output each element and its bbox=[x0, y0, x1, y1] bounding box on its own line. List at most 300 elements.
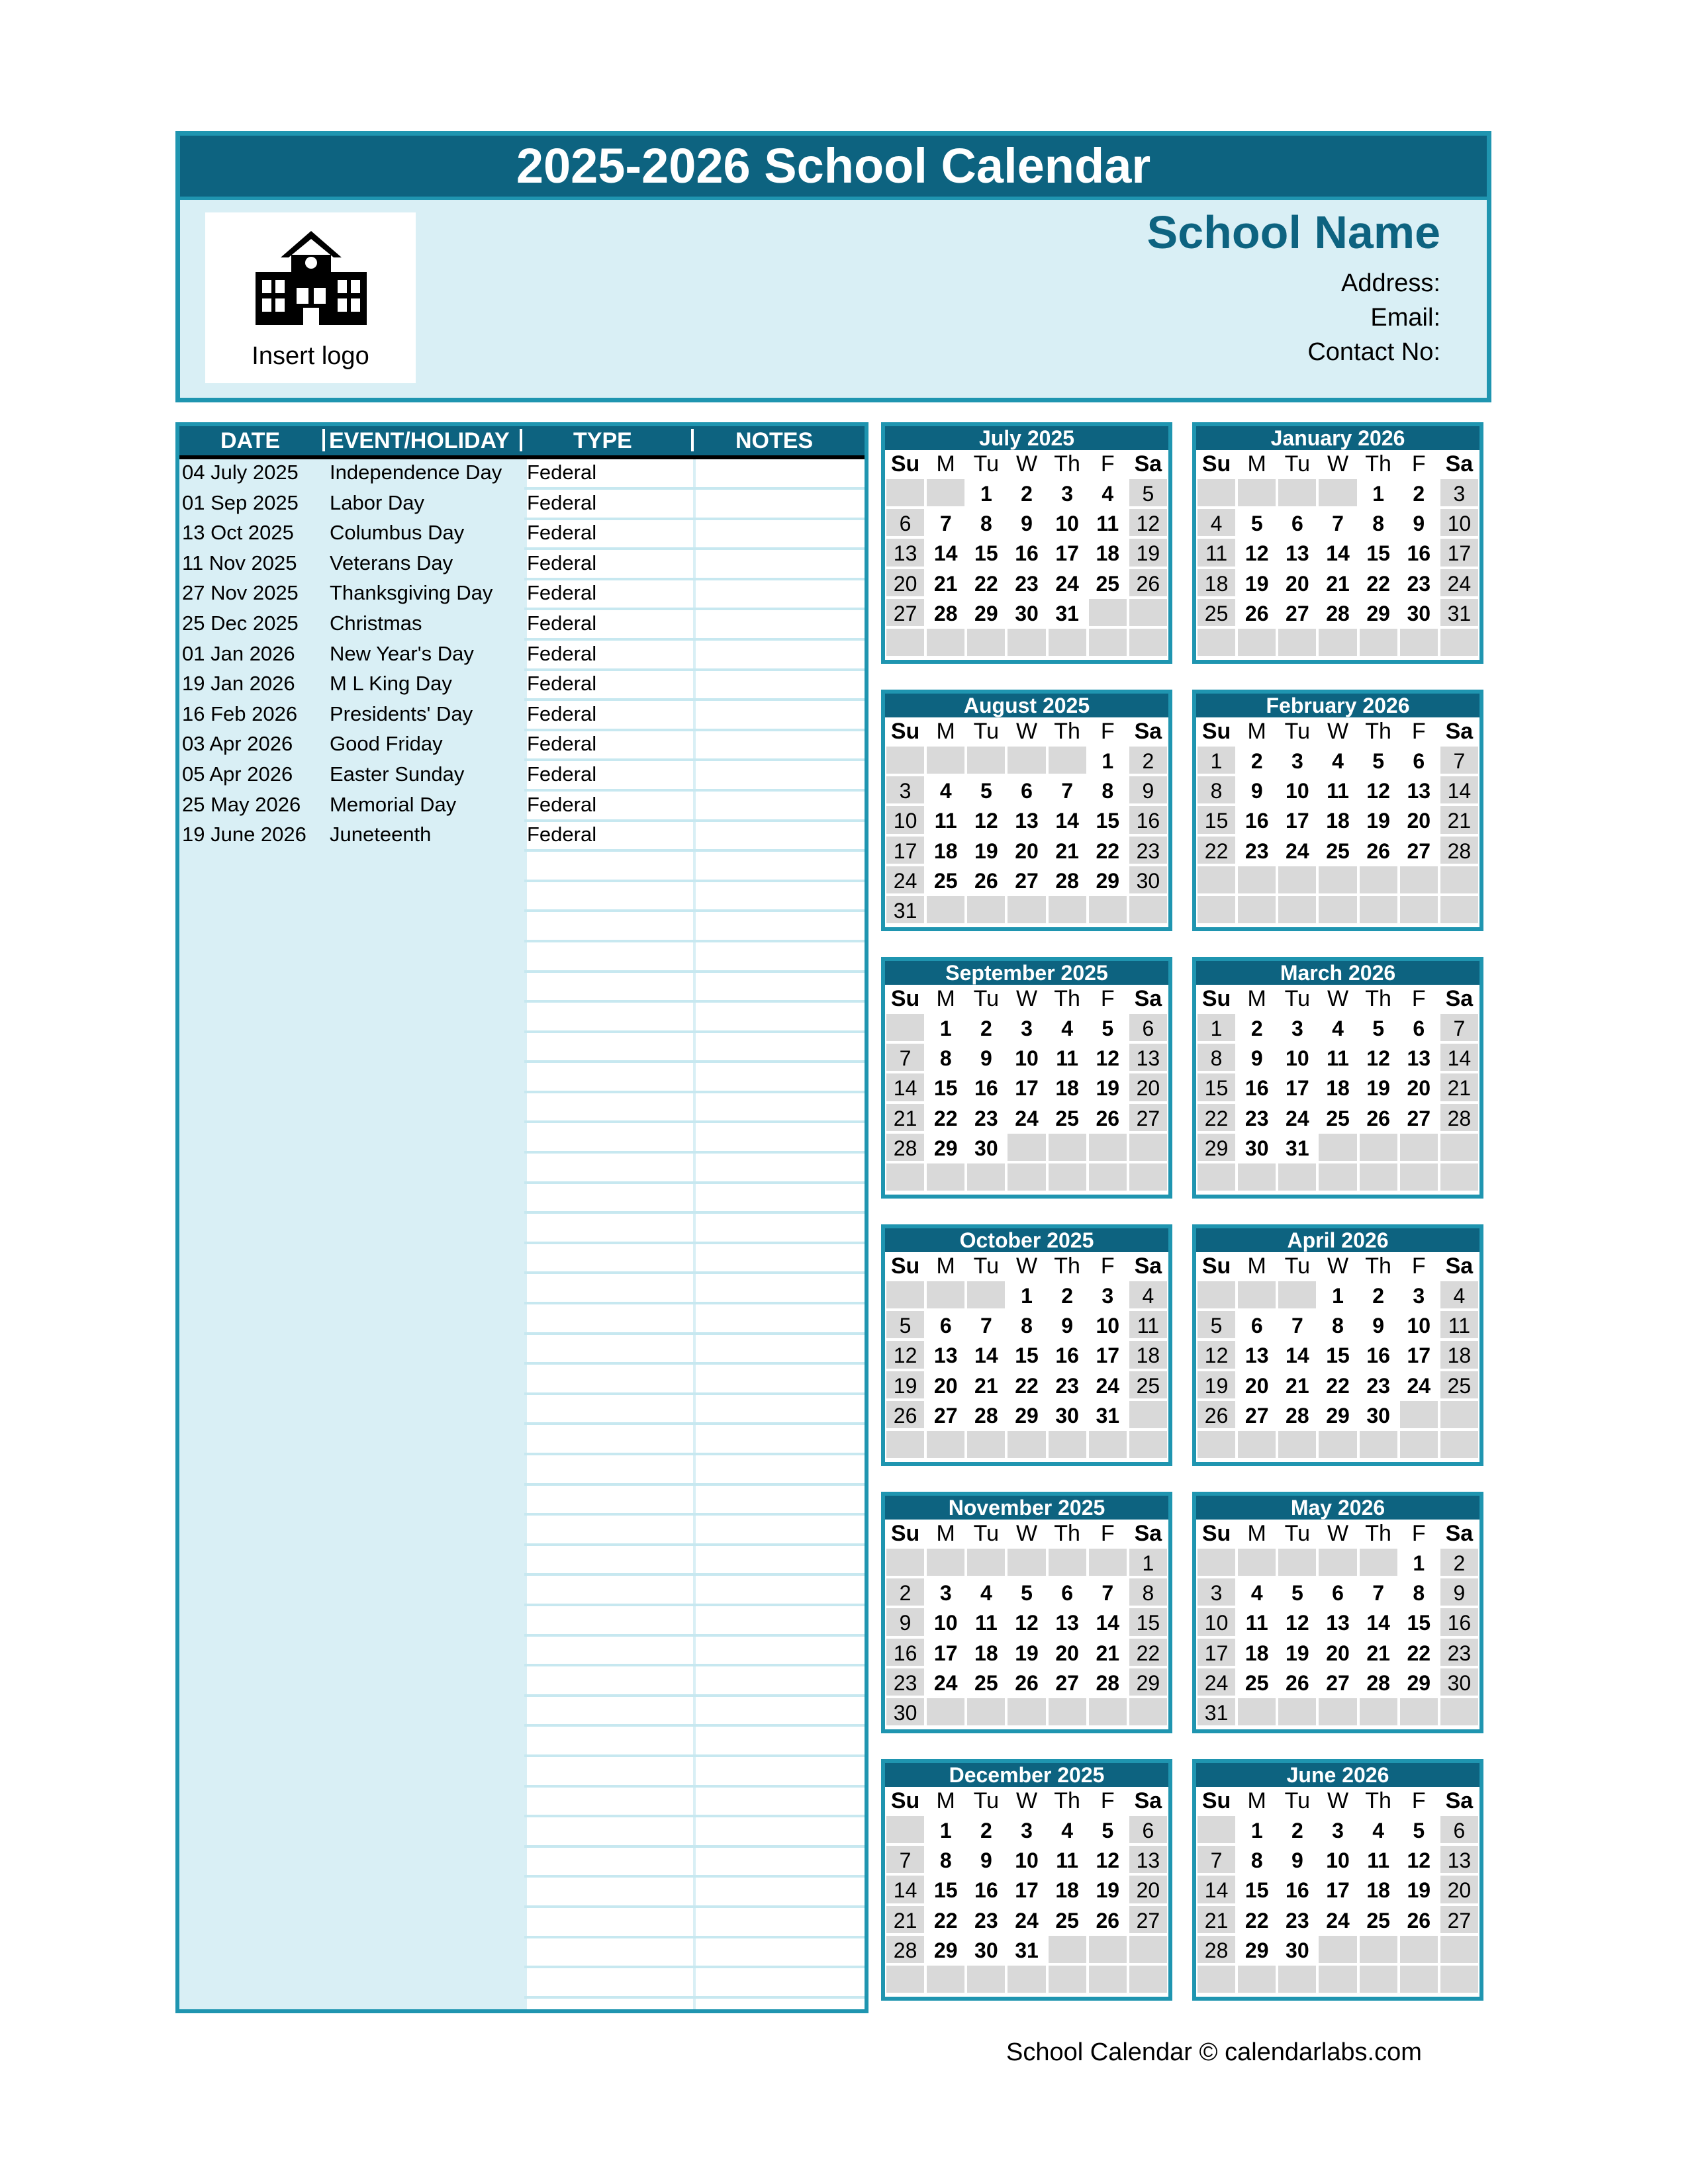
day-cell[interactable]: 23 bbox=[1128, 835, 1168, 865]
day-cell[interactable]: 15 bbox=[966, 537, 1006, 567]
day-cell[interactable]: 24 bbox=[1196, 1667, 1237, 1697]
day-cell[interactable]: 16 bbox=[1277, 1874, 1317, 1904]
day-cell[interactable]: 10 bbox=[1317, 1844, 1358, 1874]
day-cell[interactable]: 13 bbox=[1399, 775, 1439, 805]
day-cell[interactable]: 18 bbox=[1047, 1874, 1088, 1904]
day-cell[interactable]: 24 bbox=[1047, 568, 1088, 598]
day-cell[interactable]: 18 bbox=[1128, 1340, 1168, 1369]
table-row[interactable] bbox=[179, 1968, 865, 1999]
table-row[interactable] bbox=[179, 1214, 865, 1244]
day-cell[interactable]: 16 bbox=[1047, 1340, 1088, 1369]
day-cell[interactable]: 24 bbox=[1277, 835, 1317, 865]
day-cell[interactable]: 15 bbox=[1196, 805, 1237, 835]
day-cell[interactable]: 17 bbox=[1088, 1340, 1128, 1369]
day-cell[interactable]: 20 bbox=[1399, 1072, 1439, 1102]
day-cell[interactable]: 24 bbox=[925, 1667, 966, 1697]
day-cell[interactable]: 25 bbox=[925, 865, 966, 895]
day-cell[interactable]: 14 bbox=[885, 1874, 925, 1904]
table-row[interactable] bbox=[179, 1847, 865, 1878]
day-cell[interactable]: 14 bbox=[1439, 775, 1479, 805]
day-cell[interactable]: 29 bbox=[925, 1934, 966, 1964]
table-row[interactable] bbox=[179, 1666, 865, 1697]
day-cell[interactable]: 27 bbox=[885, 598, 925, 627]
day-cell[interactable]: 21 bbox=[1317, 568, 1358, 598]
day-cell[interactable]: 12 bbox=[1399, 1844, 1439, 1874]
day-cell[interactable]: 19 bbox=[1006, 1637, 1047, 1667]
day-cell[interactable]: 21 bbox=[1358, 1637, 1399, 1667]
table-row[interactable] bbox=[179, 459, 865, 490]
day-cell[interactable]: 23 bbox=[1358, 1370, 1399, 1400]
day-cell[interactable]: 9 bbox=[1128, 775, 1168, 805]
day-cell[interactable]: 19 bbox=[1399, 1874, 1439, 1904]
day-cell[interactable]: 13 bbox=[1317, 1607, 1358, 1637]
table-row[interactable] bbox=[179, 1425, 865, 1455]
day-cell[interactable]: 9 bbox=[1399, 508, 1439, 537]
day-cell[interactable]: 28 bbox=[885, 1132, 925, 1162]
day-cell[interactable]: 3 bbox=[1196, 1577, 1237, 1607]
day-cell[interactable]: 18 bbox=[1439, 1340, 1479, 1369]
day-cell[interactable]: 29 bbox=[1128, 1667, 1168, 1697]
day-cell[interactable]: 29 bbox=[1006, 1400, 1047, 1430]
day-cell[interactable]: 27 bbox=[1006, 865, 1047, 895]
table-row[interactable] bbox=[179, 1878, 865, 1908]
table-row[interactable] bbox=[179, 792, 865, 822]
day-cell[interactable]: 8 bbox=[925, 1042, 966, 1072]
day-cell[interactable]: 25 bbox=[1196, 598, 1237, 627]
day-cell[interactable]: 6 bbox=[1399, 745, 1439, 775]
day-cell[interactable]: 16 bbox=[1237, 1072, 1277, 1102]
day-cell[interactable]: 11 bbox=[966, 1607, 1006, 1637]
day-cell[interactable]: 22 bbox=[1399, 1637, 1439, 1667]
day-cell[interactable]: 11 bbox=[1237, 1607, 1277, 1637]
table-row[interactable] bbox=[179, 821, 865, 852]
day-cell[interactable]: 25 bbox=[1047, 1103, 1088, 1132]
day-cell[interactable]: 15 bbox=[1317, 1340, 1358, 1369]
day-cell[interactable]: 3 bbox=[1047, 478, 1088, 508]
day-cell[interactable]: 30 bbox=[966, 1132, 1006, 1162]
day-cell[interactable]: 1 bbox=[1088, 745, 1128, 775]
table-row[interactable] bbox=[179, 1032, 865, 1063]
day-cell[interactable]: 4 bbox=[1358, 1815, 1399, 1844]
day-cell[interactable]: 30 bbox=[885, 1697, 925, 1727]
day-cell[interactable]: 3 bbox=[1399, 1280, 1439, 1310]
day-cell[interactable]: 6 bbox=[925, 1310, 966, 1340]
day-cell[interactable]: 23 bbox=[966, 1103, 1006, 1132]
day-cell[interactable]: 12 bbox=[1088, 1844, 1128, 1874]
day-cell[interactable]: 21 bbox=[925, 568, 966, 598]
school-name[interactable]: School Name bbox=[1147, 206, 1440, 258]
day-cell[interactable]: 27 bbox=[1277, 598, 1317, 627]
day-cell[interactable]: 9 bbox=[1006, 508, 1047, 537]
table-row[interactable] bbox=[179, 580, 865, 610]
day-cell[interactable]: 5 bbox=[966, 775, 1006, 805]
day-cell[interactable]: 11 bbox=[1358, 1844, 1399, 1874]
day-cell[interactable]: 5 bbox=[1088, 1815, 1128, 1844]
day-cell[interactable]: 12 bbox=[966, 805, 1006, 835]
day-cell[interactable]: 3 bbox=[1088, 1280, 1128, 1310]
day-cell[interactable]: 5 bbox=[1088, 1013, 1128, 1042]
day-cell[interactable]: 26 bbox=[1128, 568, 1168, 598]
day-cell[interactable]: 27 bbox=[1047, 1667, 1088, 1697]
day-cell[interactable]: 7 bbox=[1439, 745, 1479, 775]
day-cell[interactable]: 3 bbox=[1006, 1013, 1047, 1042]
day-cell[interactable]: 8 bbox=[1006, 1310, 1047, 1340]
day-cell[interactable]: 14 bbox=[1358, 1607, 1399, 1637]
day-cell[interactable]: 28 bbox=[966, 1400, 1006, 1430]
day-cell[interactable]: 14 bbox=[1088, 1607, 1128, 1637]
day-cell[interactable]: 29 bbox=[1196, 1132, 1237, 1162]
day-cell[interactable]: 18 bbox=[1237, 1637, 1277, 1667]
day-cell[interactable]: 7 bbox=[885, 1844, 925, 1874]
day-cell[interactable]: 8 bbox=[1196, 775, 1237, 805]
day-cell[interactable]: 6 bbox=[1399, 1013, 1439, 1042]
day-cell[interactable]: 4 bbox=[1047, 1013, 1088, 1042]
day-cell[interactable]: 9 bbox=[1277, 1844, 1317, 1874]
day-cell[interactable]: 1 bbox=[1399, 1547, 1439, 1577]
day-cell[interactable]: 17 bbox=[1439, 537, 1479, 567]
day-cell[interactable]: 30 bbox=[1237, 1132, 1277, 1162]
day-cell[interactable]: 6 bbox=[1237, 1310, 1277, 1340]
day-cell[interactable]: 15 bbox=[925, 1072, 966, 1102]
day-cell[interactable]: 23 bbox=[1047, 1370, 1088, 1400]
logo-placeholder[interactable] bbox=[205, 212, 416, 383]
day-cell[interactable]: 5 bbox=[1277, 1577, 1317, 1607]
day-cell[interactable]: 30 bbox=[1399, 598, 1439, 627]
table-row[interactable] bbox=[179, 1003, 865, 1033]
day-cell[interactable]: 7 bbox=[1088, 1577, 1128, 1607]
day-cell[interactable]: 22 bbox=[1128, 1637, 1168, 1667]
day-cell[interactable]: 25 bbox=[1088, 568, 1128, 598]
day-cell[interactable]: 8 bbox=[1317, 1310, 1358, 1340]
day-cell[interactable]: 27 bbox=[925, 1400, 966, 1430]
table-row[interactable] bbox=[179, 1757, 865, 1788]
day-cell[interactable]: 19 bbox=[1088, 1072, 1128, 1102]
day-cell[interactable]: 17 bbox=[1196, 1637, 1237, 1667]
day-cell[interactable]: 28 bbox=[1196, 1934, 1237, 1964]
day-cell[interactable]: 15 bbox=[1196, 1072, 1237, 1102]
day-cell[interactable]: 24 bbox=[1277, 1103, 1317, 1132]
day-cell[interactable]: 25 bbox=[1237, 1667, 1277, 1697]
day-cell[interactable]: 11 bbox=[1439, 1310, 1479, 1340]
day-cell[interactable]: 10 bbox=[1047, 508, 1088, 537]
day-cell[interactable]: 24 bbox=[1399, 1370, 1439, 1400]
day-cell[interactable]: 13 bbox=[1237, 1340, 1277, 1369]
day-cell[interactable]: 17 bbox=[1317, 1874, 1358, 1904]
day-cell[interactable]: 16 bbox=[885, 1637, 925, 1667]
day-cell[interactable]: 17 bbox=[1277, 805, 1317, 835]
table-row[interactable] bbox=[179, 1636, 865, 1666]
day-cell[interactable]: 22 bbox=[1006, 1370, 1047, 1400]
day-cell[interactable]: 2 bbox=[966, 1013, 1006, 1042]
day-cell[interactable]: 14 bbox=[1317, 537, 1358, 567]
day-cell[interactable]: 18 bbox=[1196, 568, 1237, 598]
day-cell[interactable]: 14 bbox=[966, 1340, 1006, 1369]
day-cell[interactable]: 21 bbox=[885, 1103, 925, 1132]
day-cell[interactable]: 27 bbox=[1128, 1103, 1168, 1132]
day-cell[interactable]: 4 bbox=[1088, 478, 1128, 508]
day-cell[interactable]: 22 bbox=[1237, 1905, 1277, 1934]
day-cell[interactable]: 21 bbox=[1047, 835, 1088, 865]
day-cell[interactable]: 10 bbox=[1088, 1310, 1128, 1340]
day-cell[interactable]: 11 bbox=[1047, 1844, 1088, 1874]
table-row[interactable] bbox=[179, 1244, 865, 1274]
day-cell[interactable]: 30 bbox=[1128, 865, 1168, 895]
day-cell[interactable]: 26 bbox=[966, 865, 1006, 895]
day-cell[interactable]: 6 bbox=[1128, 1815, 1168, 1844]
table-row[interactable] bbox=[179, 942, 865, 973]
day-cell[interactable]: 2 bbox=[966, 1815, 1006, 1844]
table-row[interactable] bbox=[179, 520, 865, 550]
day-cell[interactable]: 22 bbox=[1196, 835, 1237, 865]
day-cell[interactable]: 11 bbox=[925, 805, 966, 835]
day-cell[interactable]: 20 bbox=[885, 568, 925, 598]
day-cell[interactable]: 13 bbox=[1128, 1042, 1168, 1072]
table-row[interactable] bbox=[179, 912, 865, 942]
day-cell[interactable]: 25 bbox=[1358, 1905, 1399, 1934]
day-cell[interactable]: 31 bbox=[1088, 1400, 1128, 1430]
day-cell[interactable]: 3 bbox=[1006, 1815, 1047, 1844]
day-cell[interactable]: 12 bbox=[1358, 1042, 1399, 1072]
day-cell[interactable]: 4 bbox=[925, 775, 966, 805]
day-cell[interactable]: 2 bbox=[1277, 1815, 1317, 1844]
day-cell[interactable]: 15 bbox=[925, 1874, 966, 1904]
day-cell[interactable]: 11 bbox=[1317, 1042, 1358, 1072]
table-row[interactable] bbox=[179, 852, 865, 882]
day-cell[interactable]: 17 bbox=[1277, 1072, 1317, 1102]
day-cell[interactable]: 24 bbox=[1088, 1370, 1128, 1400]
day-cell[interactable]: 19 bbox=[1358, 1072, 1399, 1102]
day-cell[interactable]: 22 bbox=[1088, 835, 1128, 865]
day-cell[interactable]: 26 bbox=[885, 1400, 925, 1430]
day-cell[interactable]: 23 bbox=[885, 1667, 925, 1697]
day-cell[interactable]: 5 bbox=[1358, 745, 1399, 775]
day-cell[interactable]: 12 bbox=[1237, 537, 1277, 567]
day-cell[interactable]: 20 bbox=[1128, 1874, 1168, 1904]
day-cell[interactable]: 19 bbox=[1128, 537, 1168, 567]
day-cell[interactable]: 24 bbox=[1006, 1905, 1047, 1934]
day-cell[interactable]: 7 bbox=[885, 1042, 925, 1072]
day-cell[interactable]: 8 bbox=[966, 508, 1006, 537]
day-cell[interactable]: 3 bbox=[1317, 1815, 1358, 1844]
day-cell[interactable]: 21 bbox=[1088, 1637, 1128, 1667]
day-cell[interactable]: 27 bbox=[1317, 1667, 1358, 1697]
table-row[interactable] bbox=[179, 701, 865, 731]
table-row[interactable] bbox=[179, 1274, 865, 1304]
table-row[interactable] bbox=[179, 1334, 865, 1365]
day-cell[interactable]: 13 bbox=[1128, 1844, 1168, 1874]
day-cell[interactable]: 18 bbox=[1358, 1874, 1399, 1904]
day-cell[interactable]: 18 bbox=[1317, 805, 1358, 835]
day-cell[interactable]: 6 bbox=[1317, 1577, 1358, 1607]
day-cell[interactable]: 19 bbox=[1088, 1874, 1128, 1904]
day-cell[interactable]: 26 bbox=[1088, 1103, 1128, 1132]
day-cell[interactable]: 1 bbox=[966, 478, 1006, 508]
day-cell[interactable]: 10 bbox=[1439, 508, 1479, 537]
day-cell[interactable]: 20 bbox=[1237, 1370, 1277, 1400]
day-cell[interactable]: 24 bbox=[1317, 1905, 1358, 1934]
table-row[interactable] bbox=[179, 1576, 865, 1606]
day-cell[interactable]: 25 bbox=[1439, 1370, 1479, 1400]
day-cell[interactable]: 13 bbox=[925, 1340, 966, 1369]
table-row[interactable] bbox=[179, 1908, 865, 1938]
table-row[interactable] bbox=[179, 1516, 865, 1546]
day-cell[interactable]: 15 bbox=[1358, 537, 1399, 567]
day-cell[interactable]: 25 bbox=[1317, 1103, 1358, 1132]
day-cell[interactable]: 2 bbox=[1237, 745, 1277, 775]
day-cell[interactable]: 27 bbox=[1237, 1400, 1277, 1430]
day-cell[interactable]: 20 bbox=[1047, 1637, 1088, 1667]
day-cell[interactable]: 11 bbox=[1317, 775, 1358, 805]
table-row[interactable] bbox=[179, 1938, 865, 1968]
day-cell[interactable]: 5 bbox=[1399, 1815, 1439, 1844]
day-cell[interactable]: 29 bbox=[1237, 1934, 1277, 1964]
day-cell[interactable]: 13 bbox=[1439, 1844, 1479, 1874]
day-cell[interactable]: 21 bbox=[1439, 1072, 1479, 1102]
table-row[interactable] bbox=[179, 761, 865, 792]
day-cell[interactable]: 4 bbox=[1439, 1280, 1479, 1310]
day-cell[interactable]: 26 bbox=[1277, 1667, 1317, 1697]
day-cell[interactable]: 31 bbox=[1439, 598, 1479, 627]
day-cell[interactable]: 27 bbox=[1399, 1103, 1439, 1132]
day-cell[interactable]: 15 bbox=[1237, 1874, 1277, 1904]
day-cell[interactable]: 30 bbox=[1358, 1400, 1399, 1430]
day-cell[interactable]: 11 bbox=[1088, 508, 1128, 537]
day-cell[interactable]: 16 bbox=[1399, 537, 1439, 567]
day-cell[interactable]: 23 bbox=[1439, 1637, 1479, 1667]
day-cell[interactable]: 31 bbox=[1277, 1132, 1317, 1162]
table-row[interactable] bbox=[179, 731, 865, 761]
day-cell[interactable]: 16 bbox=[966, 1874, 1006, 1904]
day-cell[interactable]: 18 bbox=[925, 835, 966, 865]
day-cell[interactable]: 17 bbox=[885, 835, 925, 865]
day-cell[interactable]: 7 bbox=[1317, 508, 1358, 537]
day-cell[interactable]: 19 bbox=[1277, 1637, 1317, 1667]
day-cell[interactable]: 15 bbox=[1399, 1607, 1439, 1637]
day-cell[interactable]: 21 bbox=[1196, 1905, 1237, 1934]
day-cell[interactable]: 13 bbox=[1399, 1042, 1439, 1072]
day-cell[interactable]: 10 bbox=[885, 805, 925, 835]
day-cell[interactable]: 25 bbox=[1317, 835, 1358, 865]
day-cell[interactable]: 7 bbox=[966, 1310, 1006, 1340]
day-cell[interactable]: 14 bbox=[1047, 805, 1088, 835]
day-cell[interactable]: 28 bbox=[1088, 1667, 1128, 1697]
day-cell[interactable]: 9 bbox=[966, 1042, 1006, 1072]
day-cell[interactable]: 22 bbox=[1317, 1370, 1358, 1400]
day-cell[interactable]: 1 bbox=[1317, 1280, 1358, 1310]
day-cell[interactable]: 10 bbox=[1196, 1607, 1237, 1637]
day-cell[interactable]: 27 bbox=[1439, 1905, 1479, 1934]
day-cell[interactable]: 3 bbox=[925, 1577, 966, 1607]
day-cell[interactable]: 17 bbox=[925, 1637, 966, 1667]
day-cell[interactable]: 30 bbox=[1277, 1934, 1317, 1964]
day-cell[interactable]: 20 bbox=[1439, 1874, 1479, 1904]
day-cell[interactable]: 2 bbox=[1006, 478, 1047, 508]
day-cell[interactable]: 28 bbox=[1317, 598, 1358, 627]
day-cell[interactable]: 29 bbox=[966, 598, 1006, 627]
day-cell[interactable]: 2 bbox=[1358, 1280, 1399, 1310]
day-cell[interactable]: 14 bbox=[1196, 1874, 1237, 1904]
day-cell[interactable]: 2 bbox=[885, 1577, 925, 1607]
day-cell[interactable]: 30 bbox=[1439, 1667, 1479, 1697]
day-cell[interactable]: 16 bbox=[1006, 537, 1047, 567]
day-cell[interactable]: 9 bbox=[1237, 1042, 1277, 1072]
table-row[interactable] bbox=[179, 1455, 865, 1486]
day-cell[interactable]: 26 bbox=[1196, 1400, 1237, 1430]
day-cell[interactable]: 22 bbox=[1358, 568, 1399, 598]
day-cell[interactable]: 1 bbox=[1128, 1547, 1168, 1577]
day-cell[interactable]: 31 bbox=[1006, 1934, 1047, 1964]
day-cell[interactable]: 14 bbox=[925, 537, 966, 567]
day-cell[interactable]: 8 bbox=[1088, 775, 1128, 805]
table-row[interactable] bbox=[179, 1183, 865, 1214]
day-cell[interactable]: 31 bbox=[885, 895, 925, 925]
day-cell[interactable]: 31 bbox=[1196, 1697, 1237, 1727]
day-cell[interactable]: 9 bbox=[1358, 1310, 1399, 1340]
day-cell[interactable]: 13 bbox=[1047, 1607, 1088, 1637]
day-cell[interactable]: 1 bbox=[925, 1013, 966, 1042]
day-cell[interactable]: 4 bbox=[1317, 745, 1358, 775]
day-cell[interactable]: 9 bbox=[1439, 1577, 1479, 1607]
day-cell[interactable]: 25 bbox=[1128, 1370, 1168, 1400]
day-cell[interactable]: 24 bbox=[1439, 568, 1479, 598]
day-cell[interactable]: 15 bbox=[1128, 1607, 1168, 1637]
table-row[interactable] bbox=[179, 670, 865, 701]
day-cell[interactable]: 20 bbox=[1317, 1637, 1358, 1667]
day-cell[interactable]: 3 bbox=[1277, 745, 1317, 775]
day-cell[interactable]: 2 bbox=[1399, 478, 1439, 508]
day-cell[interactable]: 15 bbox=[1006, 1340, 1047, 1369]
day-cell[interactable]: 19 bbox=[1358, 805, 1399, 835]
day-cell[interactable]: 5 bbox=[1358, 1013, 1399, 1042]
day-cell[interactable]: 16 bbox=[1439, 1607, 1479, 1637]
day-cell[interactable]: 22 bbox=[925, 1103, 966, 1132]
day-cell[interactable]: 7 bbox=[925, 508, 966, 537]
day-cell[interactable]: 8 bbox=[925, 1844, 966, 1874]
day-cell[interactable]: 10 bbox=[1006, 1042, 1047, 1072]
day-cell[interactable]: 10 bbox=[1006, 1844, 1047, 1874]
day-cell[interactable]: 14 bbox=[885, 1072, 925, 1102]
day-cell[interactable]: 6 bbox=[1006, 775, 1047, 805]
day-cell[interactable]: 22 bbox=[966, 568, 1006, 598]
day-cell[interactable]: 6 bbox=[885, 508, 925, 537]
table-row[interactable] bbox=[179, 1817, 865, 1848]
day-cell[interactable]: 22 bbox=[1196, 1103, 1237, 1132]
day-cell[interactable]: 9 bbox=[1237, 775, 1277, 805]
day-cell[interactable]: 18 bbox=[1088, 537, 1128, 567]
table-row[interactable] bbox=[179, 1093, 865, 1123]
day-cell[interactable]: 4 bbox=[966, 1577, 1006, 1607]
day-cell[interactable]: 30 bbox=[1006, 598, 1047, 627]
table-row[interactable] bbox=[179, 1727, 865, 1757]
day-cell[interactable]: 4 bbox=[1128, 1280, 1168, 1310]
day-cell[interactable]: 5 bbox=[1006, 1577, 1047, 1607]
day-cell[interactable]: 8 bbox=[1399, 1577, 1439, 1607]
day-cell[interactable]: 26 bbox=[1237, 598, 1277, 627]
day-cell[interactable]: 7 bbox=[1439, 1013, 1479, 1042]
day-cell[interactable]: 27 bbox=[1128, 1905, 1168, 1934]
day-cell[interactable]: 31 bbox=[1047, 598, 1088, 627]
day-cell[interactable]: 28 bbox=[1047, 865, 1088, 895]
day-cell[interactable]: 20 bbox=[1128, 1072, 1168, 1102]
day-cell[interactable]: 7 bbox=[1358, 1577, 1399, 1607]
day-cell[interactable]: 5 bbox=[1237, 508, 1277, 537]
day-cell[interactable]: 6 bbox=[1047, 1577, 1088, 1607]
day-cell[interactable]: 27 bbox=[1399, 835, 1439, 865]
day-cell[interactable]: 12 bbox=[1088, 1042, 1128, 1072]
day-cell[interactable]: 16 bbox=[1358, 1340, 1399, 1369]
table-row[interactable] bbox=[179, 490, 865, 520]
day-cell[interactable]: 11 bbox=[1128, 1310, 1168, 1340]
